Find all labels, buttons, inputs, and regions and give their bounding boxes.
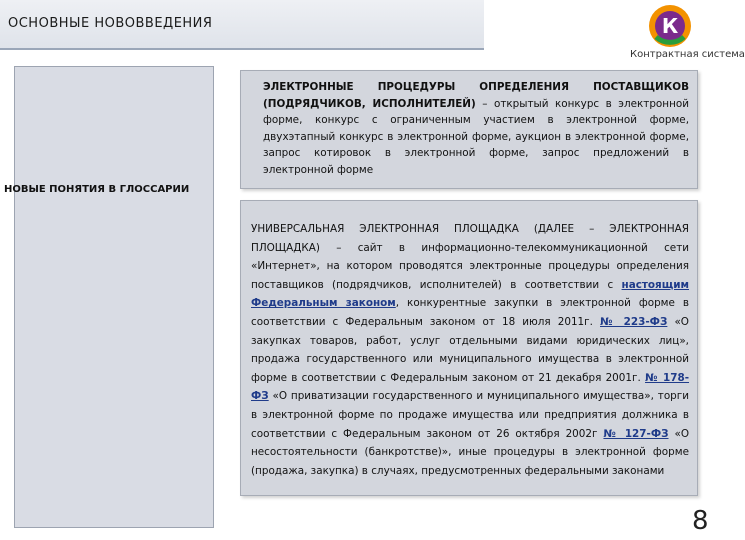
- law-link-223[interactable]: № 223-ФЗ: [600, 315, 668, 328]
- page-number: 8: [692, 506, 709, 536]
- definition-body: – открытый конкурс в электронной форме, конкурс с ограниченным участием в электронной форме, двухэтапный конкурс в электронной форме, аукцион в электронной форме, запрос котировок в электронной форме, запрос предложений в электронной форме: [263, 97, 689, 176]
- logo-caption: Контрактная система: [630, 49, 745, 60]
- law-link-127[interactable]: № 127-ФЗ: [603, 427, 669, 440]
- header-bar: [0, 0, 484, 50]
- sidebar-panel: [14, 66, 214, 528]
- definition-body-4: «О приватизации государственного и муниципального имущества», торги в электронной форме по продаже имущества или предприятия должника в соответствии с Федеральным законом от 26 октября 2002г: [251, 390, 689, 440]
- definition-text: [263, 79, 689, 179]
- definition-body-5: «О несостоятельности (банкротстве)», иные процедуры в электронной форме (продажа, закупка) в случаях, предусмотренных федеральными законами: [251, 427, 689, 477]
- law-link-federal-law[interactable]: настоящим Федеральным законом: [251, 278, 689, 310]
- logo: [628, 4, 745, 70]
- definition-text: [251, 220, 689, 480]
- definition-card-electronic-platform: [240, 200, 698, 496]
- logo-icon: [648, 4, 692, 48]
- page-title: ОСНОВНЫЕ НОВОВВЕДЕНИЯ: [8, 16, 213, 31]
- logo-letter: К: [661, 14, 679, 38]
- definition-body-3: «О закупках товаров, работ, услуг отдельными видами юридических лиц», продажа государственного или муниципального имущества в электронной форме в соответствии с Федеральным законом от 21 декабря 2001г.: [251, 315, 689, 384]
- glossary-label: НОВЫЕ ПОНЯТИЯ В ГЛОССАРИИ: [4, 184, 190, 195]
- definition-body-2: , конкурентные закупки в электронной форме в соответствии с Федеральным законом от 18 июля 2011г.: [251, 297, 689, 328]
- definition-term: УНИВЕРСАЛЬНАЯ ЭЛЕКТРОННАЯ ПЛОЩАДКА (ДАЛЕЕ – ЭЛЕКТРОННАЯ ПЛОЩАДКА): [251, 223, 689, 254]
- definition-card-electronic-procedures: [240, 70, 698, 189]
- law-link-178[interactable]: № 178-ФЗ: [251, 371, 690, 403]
- definition-term: ЭЛЕКТРОННЫЕ ПРОЦЕДУРЫ ОПРЕДЕЛЕНИЯ ПОСТАВЩИКОВ (ПОДРЯДЧИКОВ, ИСПОЛНИТЕЛЕЙ): [263, 81, 689, 110]
- definition-body-1: – сайт в информационно-телекоммуникационной сети «Интернет», на котором проводятся электронные процедуры определения поставщиков (подрядчиков, исполнителей) в соответствии с: [251, 241, 689, 291]
